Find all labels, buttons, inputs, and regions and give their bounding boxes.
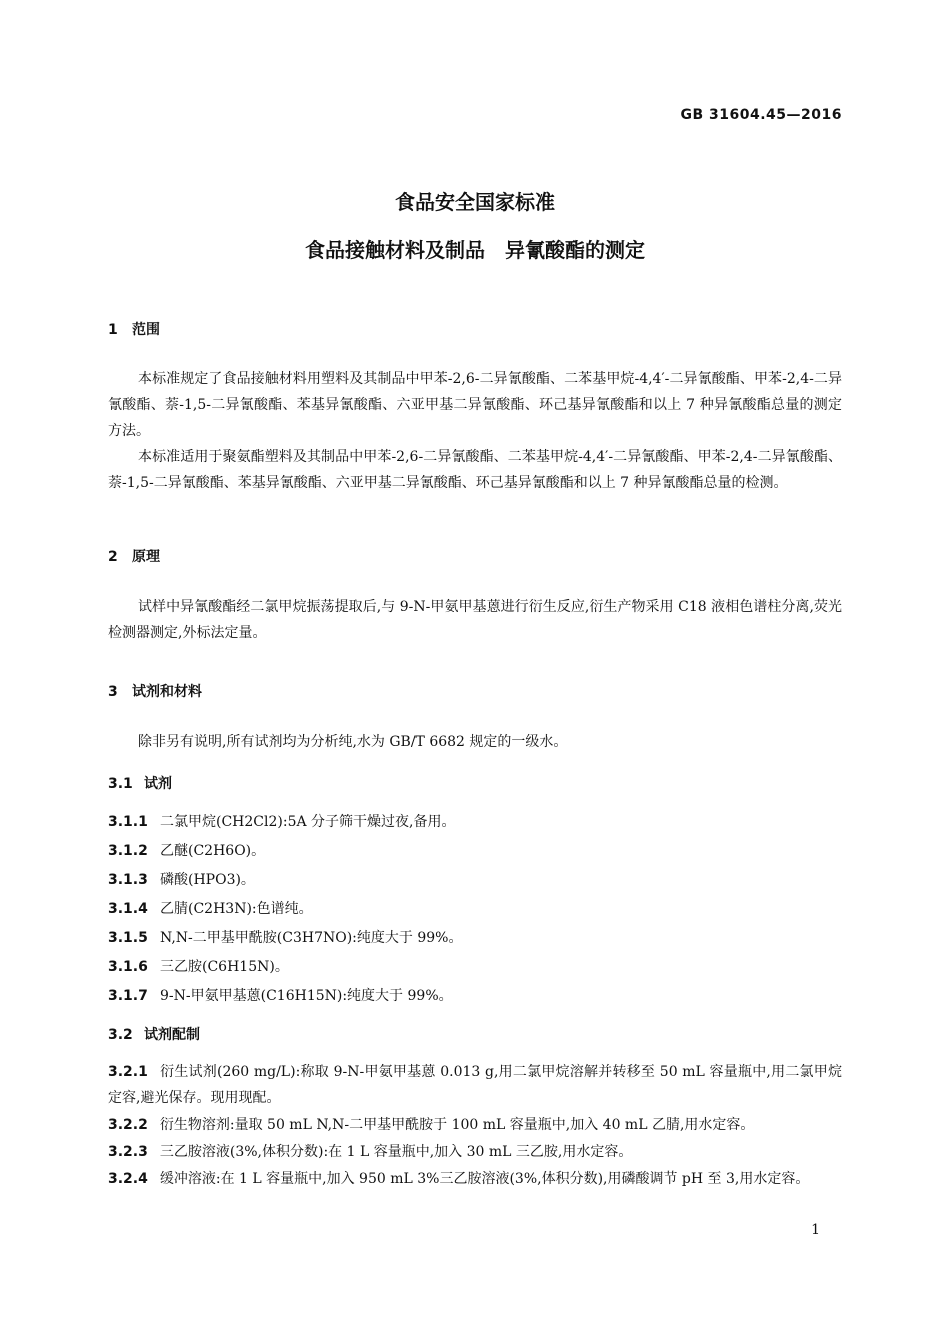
item-text: 乙腈(C2H3N):色谱纯。 (160, 901, 313, 917)
item-text: 衍生物溶剂:量取 50 mL N,N-二甲基甲酰胺于 100 mL 容量瓶中,加入 40 mL 乙腈,用水定容。 (159, 1117, 755, 1133)
item-text: 三乙胺(C6H15N)。 (160, 959, 289, 975)
reagent-item (108, 925, 842, 951)
section-number: 3.1 (108, 776, 133, 792)
item-number: 3.1.4 (108, 901, 148, 917)
section-3-1-heading (108, 773, 172, 793)
item-text: 二氯甲烷(CH2Cl2):5A 分子筛干燥过夜,备用。 (160, 814, 456, 830)
item-number: 3.1.6 (108, 959, 148, 975)
item-number: 3.2.4 (108, 1171, 148, 1187)
reagent-item (108, 809, 842, 835)
reagent-item (108, 896, 842, 922)
preparation-item (108, 1139, 842, 1165)
document-title-main: 食品安全国家标准 (395, 190, 555, 214)
preparation-item (108, 1112, 842, 1138)
item-text: 衍生试剂(260 mg/L):称取 9-N-甲氨甲基蒽 0.013 g,用二氯甲烷溶解并转移至 50 mL 容量瓶中,用二氯甲烷定容,避光保存。现用现配。 (108, 1064, 842, 1106)
reagent-item (108, 954, 842, 980)
reagent-item (108, 983, 842, 1009)
paragraph: 本标准规定了食品接触材料用塑料及其制品中甲苯-2,6-二异氰酸酯、二苯基甲烷-4,4′-二异氰酸酯、甲苯-2,4-二异氰酸酯、萘-1,5-二异氰酸酯、苯基异氰酸酯、六亚甲基二异氰酸酯、环己基异氰酸酯和以上 7 种异氰酸酯总量的测定方法。 (108, 371, 842, 439)
section-number: 2 (108, 549, 118, 565)
item-number: 3.1.5 (108, 930, 148, 946)
section-title: 试剂和材料 (132, 684, 202, 700)
section-title: 试剂 (144, 776, 172, 792)
paragraph: 除非另有说明,所有试剂均为分析纯,水为 GB/T 6682 规定的一级水。 (138, 734, 568, 750)
item-text: N,N-二甲基甲酰胺(C3H7NO):纯度大于 99%。 (160, 930, 463, 946)
standard-code: GB 31604.45—2016 (680, 107, 842, 123)
page-number: 1 (811, 1222, 820, 1238)
section-3-2-heading (108, 1024, 200, 1044)
document-title-sub: 食品接触材料及制品 异氰酸酯的测定 (305, 238, 645, 262)
preparation-item (108, 1059, 842, 1111)
reagent-item (108, 838, 842, 864)
item-number: 3.2.1 (108, 1064, 148, 1080)
section-2-body (108, 594, 842, 646)
item-number: 3.1.2 (108, 843, 148, 859)
section-1-heading (108, 319, 160, 339)
item-number: 3.2.3 (108, 1144, 148, 1160)
section-number: 1 (108, 322, 118, 338)
section-2-heading (108, 546, 160, 566)
item-text: 磷酸(HPO3)。 (160, 872, 255, 888)
item-text: 三乙胺溶液(3%,体积分数):在 1 L 容量瓶中,加入 30 mL 三乙胺,用水定容。 (159, 1144, 633, 1160)
item-number: 3.1.3 (108, 872, 148, 888)
item-text: 乙醚(C2H6O)。 (160, 843, 266, 859)
section-3-heading (108, 681, 202, 701)
reagent-item (108, 867, 842, 893)
section-title: 范围 (132, 322, 160, 338)
item-number: 3.1.1 (108, 814, 148, 830)
preparation-item (108, 1166, 842, 1192)
paragraph: 试样中异氰酸酯经二氯甲烷振荡提取后,与 9-N-甲氨甲基蒽进行衍生反应,衍生产物采用 C18 液相色谱柱分离,荧光检测器测定,外标法定量。 (108, 599, 842, 641)
item-number: 3.2.2 (108, 1117, 148, 1133)
item-text: 9-N-甲氨甲基蒽(C16H15N):纯度大于 99%。 (160, 988, 453, 1004)
section-1-body (108, 366, 842, 496)
section-title: 试剂配制 (144, 1027, 200, 1043)
section-title: 原理 (132, 549, 160, 565)
section-number: 3.2 (108, 1027, 133, 1043)
paragraph: 本标准适用于聚氨酯塑料及其制品中甲苯-2,6-二异氰酸酯、二苯基甲烷-4,4′-二异氰酸酯、甲苯-2,4-二异氰酸酯、萘-1,5-二异氰酸酯、苯基异氰酸酯、六亚甲基二异氰酸酯、环己基异氰酸酯和以上 7 种异氰酸酯总量的检测。 (108, 449, 842, 491)
section-3-body (108, 729, 842, 755)
section-number: 3 (108, 684, 118, 700)
item-text: 缓冲溶液:在 1 L 容量瓶中,加入 950 mL 3%三乙胺溶液(3%,体积分数),用磷酸调节 pH 至 3,用水定容。 (159, 1171, 810, 1187)
item-number: 3.1.7 (108, 988, 148, 1004)
